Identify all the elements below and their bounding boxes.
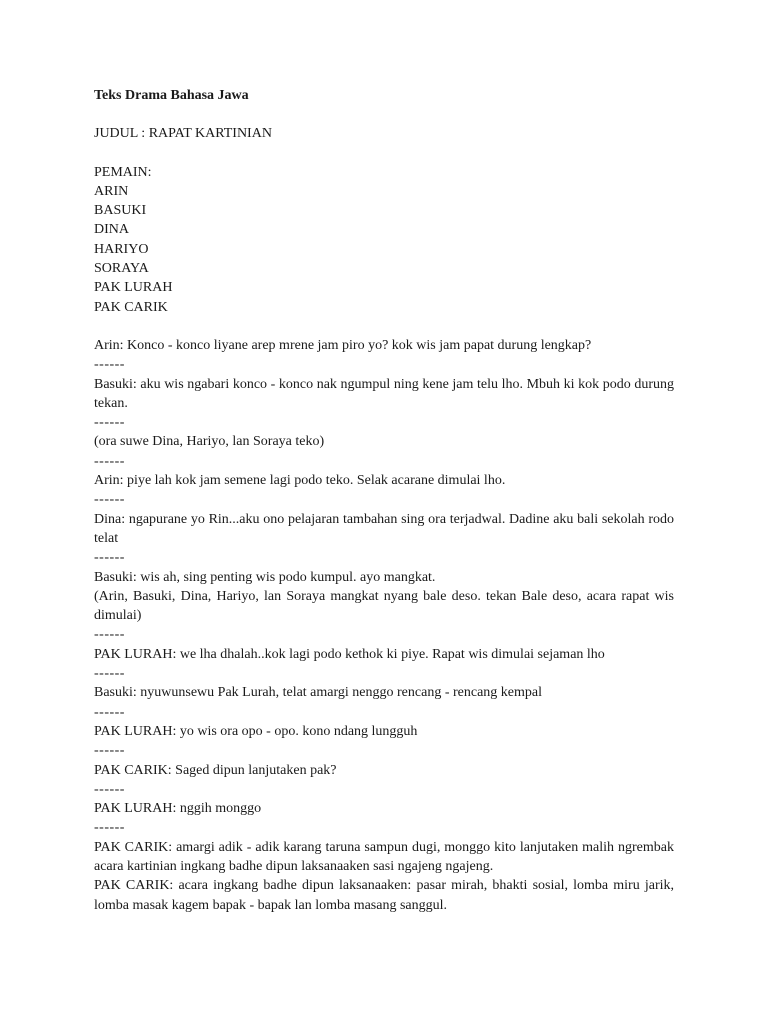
dialogue-line: PAK CARIK: acara ingkang badhe dipun laksanaaken: pasar mirah, bhakti sosial, lomba miru jarik, lomba masak kagem bapak - bapak lan lomba masang sanggul. bbox=[94, 878, 674, 913]
stage-direction: (Arin, Basuki, Dina, Hariyo, lan Soraya mangkat nyang bale deso. tekan Bale deso, acara rapat wis dimulai) bbox=[94, 588, 674, 624]
cast-member: BASUKI bbox=[94, 203, 147, 219]
cast-member: SORAYA bbox=[94, 261, 149, 277]
cast-member: PAK LURAH bbox=[94, 280, 173, 296]
dialogue-line: PAK LURAH: nggih monggo bbox=[94, 801, 262, 817]
separator: ------ bbox=[94, 415, 125, 431]
separator: ------ bbox=[94, 666, 125, 682]
separator: ------ bbox=[94, 704, 125, 720]
document-page bbox=[94, 86, 674, 915]
dialogue-line: Basuki: wis ah, sing penting wis podo kumpul. ayo mangkat. bbox=[94, 569, 436, 585]
dialogue-line: PAK LURAH: yo wis ora opo - opo. kono ndang lungguh bbox=[94, 723, 418, 739]
cast-member: HARIYO bbox=[94, 241, 149, 257]
cast-member: ARIN bbox=[94, 183, 129, 199]
separator: ------ bbox=[94, 820, 125, 836]
dialogue-line: Arin: Konco - konco liyane arep mrene jam piro yo? kok wis jam papat durung lengkap? bbox=[94, 337, 592, 353]
dialogue-line: Dina: ngapurane yo Rin...aku ono pelajaran tambahan sing ora terjadwal. Dadine aku bali sekolah rodo telat bbox=[94, 511, 674, 546]
separator: ------ bbox=[94, 550, 125, 566]
dialogue-section bbox=[94, 336, 674, 915]
separator: ------ bbox=[94, 627, 125, 643]
separator: ------ bbox=[94, 492, 125, 508]
dialogue-line: PAK CARIK: amargi adik - adik karang taruna sampun dugi, monggo kito lanjutaken malih ngrembak acara kartinian ingkang badhe dipun laksanaaken sasi ngajeng ngajeng. bbox=[94, 839, 674, 874]
dialogue-line: PAK LURAH: we lha dhalah..kok lagi podo kethok ki piye. Rapat wis dimulai sejaman lho bbox=[94, 646, 605, 662]
document-title: Teks Drama Bahasa Jawa bbox=[94, 88, 249, 103]
separator: ------ bbox=[94, 743, 125, 759]
cast-member: DINA bbox=[94, 222, 129, 238]
dialogue-line: Basuki: aku wis ngabari konco - konco nak ngumpul ning kene jam telu lho. Mbuh ki kok podo durung tekan. bbox=[94, 376, 674, 411]
dialogue-line: PAK CARIK: Saged dipun lanjutaken pak? bbox=[94, 762, 337, 778]
separator: ------ bbox=[94, 453, 125, 469]
dialogue-line: Arin: piye lah kok jam semene lagi podo teko. Selak acarane dimulai lho. bbox=[94, 473, 506, 489]
cast-heading: PEMAIN: bbox=[94, 164, 152, 180]
separator: ------ bbox=[94, 781, 125, 797]
cast-list bbox=[94, 163, 674, 317]
cast-member: PAK CARIK bbox=[94, 299, 168, 315]
dialogue-line: Basuki: nyuwunsewu Pak Lurah, telat amargi nenggo rencang - rencang kempal bbox=[94, 685, 542, 701]
drama-judul: JUDUL : RAPAT KARTINIAN bbox=[94, 126, 272, 142]
stage-direction: (ora suwe Dina, Hariyo, lan Soraya teko) bbox=[94, 434, 325, 450]
separator: ------ bbox=[94, 357, 125, 373]
